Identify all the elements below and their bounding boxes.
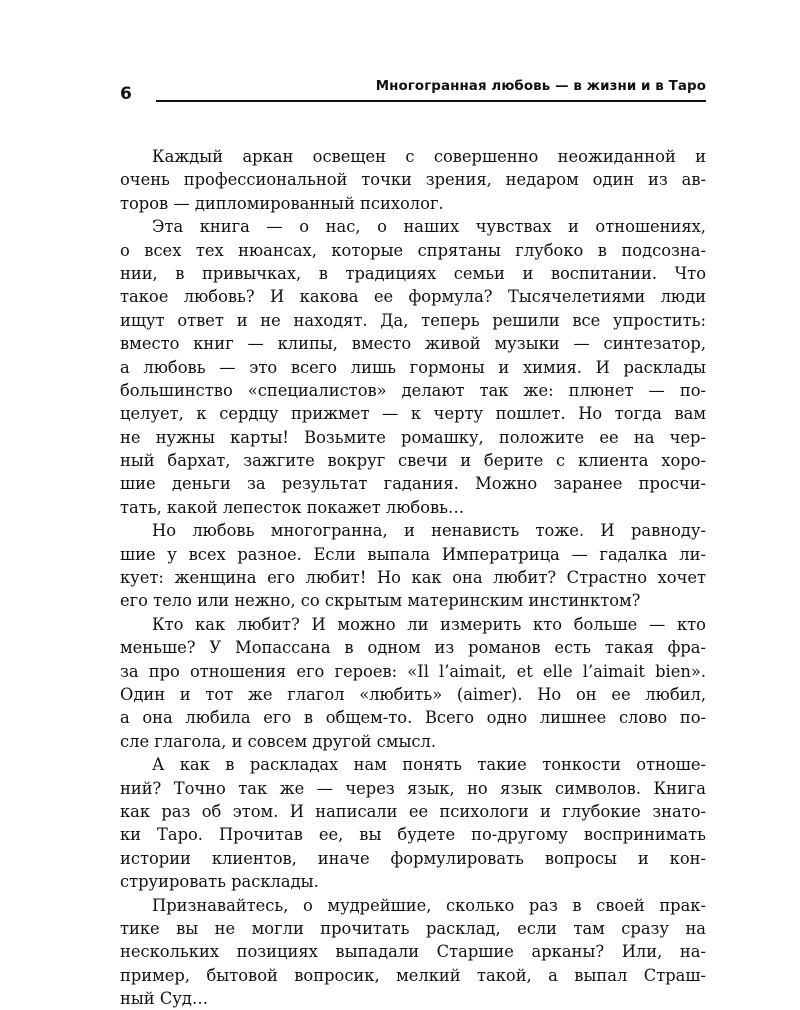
text-line: как раз об этом. И написали ее психологи и глубокие знато- [120, 801, 706, 821]
text-line: тать, какой лепесток покажет любовь… [120, 497, 465, 517]
text-line: очень профессиональной точки зрения, недаром один из ав- [120, 170, 706, 190]
text-line: Но любовь многогранна, и ненависть тоже. И равноду- [152, 521, 706, 541]
page-number: 6 [120, 84, 132, 104]
text-line: целует, к сердцу прижмет — к черту пошлет. Но тогда вам [120, 404, 706, 424]
text-line: ний? Точно так же — через язык, но язык символов. Книга [120, 778, 706, 798]
text-line: нии, в привычках, в традициях семьи и воспитании. Что [120, 263, 706, 283]
text-line: о всех тех нюансах, которые спрятаны глубоко в подсозна- [120, 240, 706, 260]
text-line: ищут ответ и не находят. Да, теперь решили все упростить: [120, 310, 706, 330]
text-line: Кто как любит? И можно ли измерить кто больше — кто [152, 614, 706, 634]
text-line: А как в раскладах нам понять такие тонкости отноше- [152, 755, 706, 775]
text-line: Один и тот же глагол «любить» (aimer). Но он ее любил, [120, 684, 706, 704]
text-line: меньше? У Мопассана в одном из романов есть такая фра- [120, 638, 706, 658]
text-line: нескольких позициях выпадали Старшие арканы? Или, на- [120, 942, 706, 962]
running-title: Многогранная любовь — в жизни и в Таро [375, 79, 706, 94]
text-line: струировать расклады. [120, 872, 319, 892]
text-line: Признавайтесь, о мудрейшие, сколько раз в своей прак- [152, 895, 706, 915]
text-line: ный бархат, зажгите вокруг свечи и берите с клиента хоро- [120, 451, 706, 471]
running-header [120, 78, 706, 102]
text-line: пример, бытовой вопросик, мелкий такой, а выпал Страш- [120, 965, 706, 985]
text-line: кует: женщина его любит! Но как она любит? Страстно хочет [120, 568, 706, 588]
text-line: такое любовь? И какова ее формула? Тысячелетиями люди [120, 287, 706, 307]
text-line: его тело или нежно, со скрытым материнским инстинктом? [120, 591, 641, 611]
text-line: тике вы не могли прочитать расклад, если там сразу на [120, 918, 706, 938]
text-line: Каждый аркан освещен с совершенно неожиданной и [152, 147, 706, 166]
text-line: истории клиентов, иначе формулировать вопросы и кон- [120, 848, 706, 868]
text-line: ки Таро. Прочитав ее, вы будете по-другому воспринимать [120, 825, 706, 845]
text-line: а любовь — это всего лишь гормоны и химия. И расклады [120, 357, 706, 377]
text-line: а она любила его в общем-то. Всего одно лишнее слово по- [120, 708, 706, 728]
text-line: вместо книг — клипы, вместо живой музыки — синтезатор, [120, 334, 706, 354]
text-line: большинство «специалистов» делают так же: плюнет — по- [120, 380, 706, 400]
text-line: сле глагола, и совсем другой смысл. [120, 731, 437, 751]
text-line: торов — дипломированный психолог. [120, 193, 444, 213]
text-line: шие деньги за результат гадания. Можно заранее просчи- [120, 474, 706, 494]
text-line: ный Суд… [120, 989, 209, 1009]
text-line: за про отношения его героев: «Il l’aimait, et elle l’aimait bien». [120, 661, 706, 681]
text-line: не нужны карты! Возьмите ромашку, положите ее на чер- [120, 427, 706, 447]
body-text [120, 145, 706, 1010]
header-rule [156, 100, 706, 102]
text-line: шие у всех разное. Если выпала Императрица — гадалка ли- [120, 544, 706, 564]
text-line: Эта книга — о нас, о наших чувствах и отношениях, [152, 217, 706, 237]
